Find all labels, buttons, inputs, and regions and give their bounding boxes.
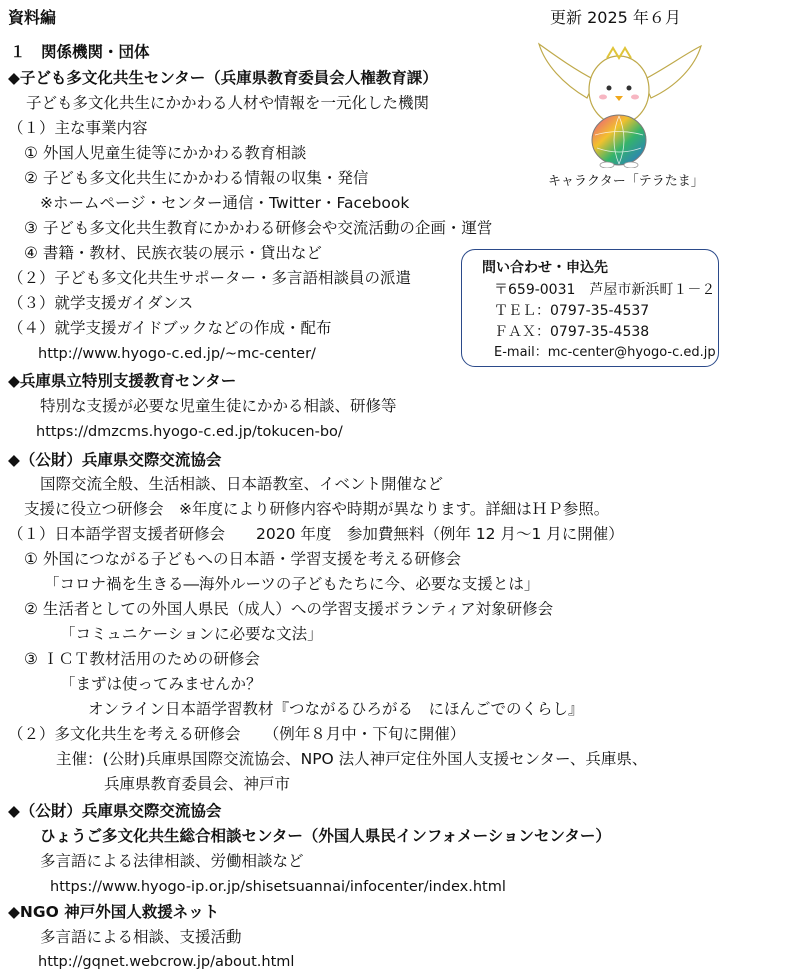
org-name-exchange-assoc: ◆（公財）兵庫県交際交流協会 xyxy=(8,451,222,469)
section-heading: １ 関係機関・団体 xyxy=(10,43,150,61)
org-name-mc-center: ◆子ども多文化共生センター（兵庫県教育委員会人権教育課） xyxy=(8,69,438,87)
contact-box xyxy=(461,249,719,367)
org-url-link[interactable]: https://dmzcms.hyogo-c.ed.jp/tokucen-bo/ xyxy=(36,424,343,440)
list-item: 兵庫県教育委員会、神戸市 xyxy=(104,775,291,793)
list-item: ③ ＩＣＴ教材活用のための研修会 xyxy=(24,650,260,668)
org-url-link[interactable]: https://www.hyogo-ip.or.jp/shisetsuannai/infocenter/index.html xyxy=(50,879,506,895)
mascot-terratama-illustration xyxy=(535,40,705,168)
org-subname: ひょうご多文化共生総合相談センター（外国人県民インフォメーションセンター） xyxy=(40,827,611,845)
contact-email[interactable]: E-mail：mc-center@hyogo-c.ed.jp xyxy=(494,345,716,360)
list-item: 「コミュニケーションに必要な文法」 xyxy=(60,625,323,643)
contact-fax: ＦＡＸ：0797-35-4538 xyxy=(494,324,650,340)
contact-title: 問い合わせ・申込先 xyxy=(482,260,608,276)
list-item: （１）主な事業内容 xyxy=(8,119,148,137)
list-item: オンライン日本語学習教材『つながるひろがる にほんごでのくらし』 xyxy=(88,700,584,718)
org-url-link[interactable]: http://www.hyogo-c.ed.jp/~mc-center/ xyxy=(38,346,316,362)
org-description: 子ども多文化共生にかかわる人材や情報を一元化した機関 xyxy=(26,94,430,112)
list-item: （３）就学支援ガイダンス xyxy=(8,294,194,312)
update-date: 更新 2025 年６月 xyxy=(550,8,681,27)
list-item: （２）多文化共生を考える研修会 （例年８月中・下旬に開催） xyxy=(8,725,466,743)
list-item: （１）日本語学習支援者研修会 2020 年度 参加費無料（例年 12 月～1 月に開催） xyxy=(8,525,624,543)
org-name-exchange-assoc-2: ◆（公財）兵庫県交際交流協会 xyxy=(8,802,222,820)
list-item: 「まずは使ってみませんか？ xyxy=(60,675,262,693)
org-description: 多言語による相談、支援活動 xyxy=(40,928,242,946)
list-item: ① 外国につながる子どもへの日本語・学習支援を考える研修会 xyxy=(24,550,462,568)
contact-tel: ＴＥＬ：0797-35-4537 xyxy=(494,303,650,319)
org-note: 支援に役立つ研修会 ※年度により研修内容や時期が異なります。詳細はＨＰ参照。 xyxy=(24,500,610,518)
list-item: 主催：(公財)兵庫県国際交流協会、NPO 法人神戸定住外国人支援センター、兵庫県、 xyxy=(56,750,648,768)
list-item: 「コロナ禍を生きる―海外ルーツの子どもたちに今、必要な支援とは」 xyxy=(44,575,540,593)
list-item: ③ 子ども多文化共生教育にかかわる研修会や交流活動の企画・運営 xyxy=(24,219,493,237)
org-name-tokucen: ◆兵庫県立特別支援教育センター xyxy=(8,372,237,390)
org-description: 多言語による法律相談、労働相談など xyxy=(40,852,304,870)
org-url-link[interactable]: http://gqnet.webcrow.jp/about.html xyxy=(38,954,295,970)
list-item: ※ホームページ・センター通信・Twitter・Facebook xyxy=(40,194,410,212)
contact-address: 〒659-0031 芦屋市新浜町１－２ xyxy=(494,282,716,298)
list-item: ① 外国人児童生徒等にかかわる教育相談 xyxy=(24,144,307,162)
org-name-ngo-kobe: ◆NGO 神戸外国人救援ネット xyxy=(8,903,220,921)
org-description: 特別な支援が必要な児童生徒にかかる相談、研修等 xyxy=(40,397,397,415)
list-item: ④ 書籍・教材、民族衣装の展示・貸出など xyxy=(24,244,322,262)
page-title: 資料編 xyxy=(8,8,57,27)
list-item: （４）就学支援ガイドブックなどの作成・配布 xyxy=(8,319,332,337)
org-description: 国際交流全般、生活相談、日本語教室、イベント開催など xyxy=(40,475,444,493)
list-item: （２）子ども多文化共生サポーター・多言語相談員の派遣 xyxy=(8,269,412,287)
list-item: ② 生活者としての外国人県民（成人）への学習支援ボランティア対象研修会 xyxy=(24,600,554,618)
list-item: ② 子ども多文化共生にかかわる情報の収集・発信 xyxy=(24,169,369,187)
mascot-caption: キャラクター「テラたま」 xyxy=(548,174,704,189)
